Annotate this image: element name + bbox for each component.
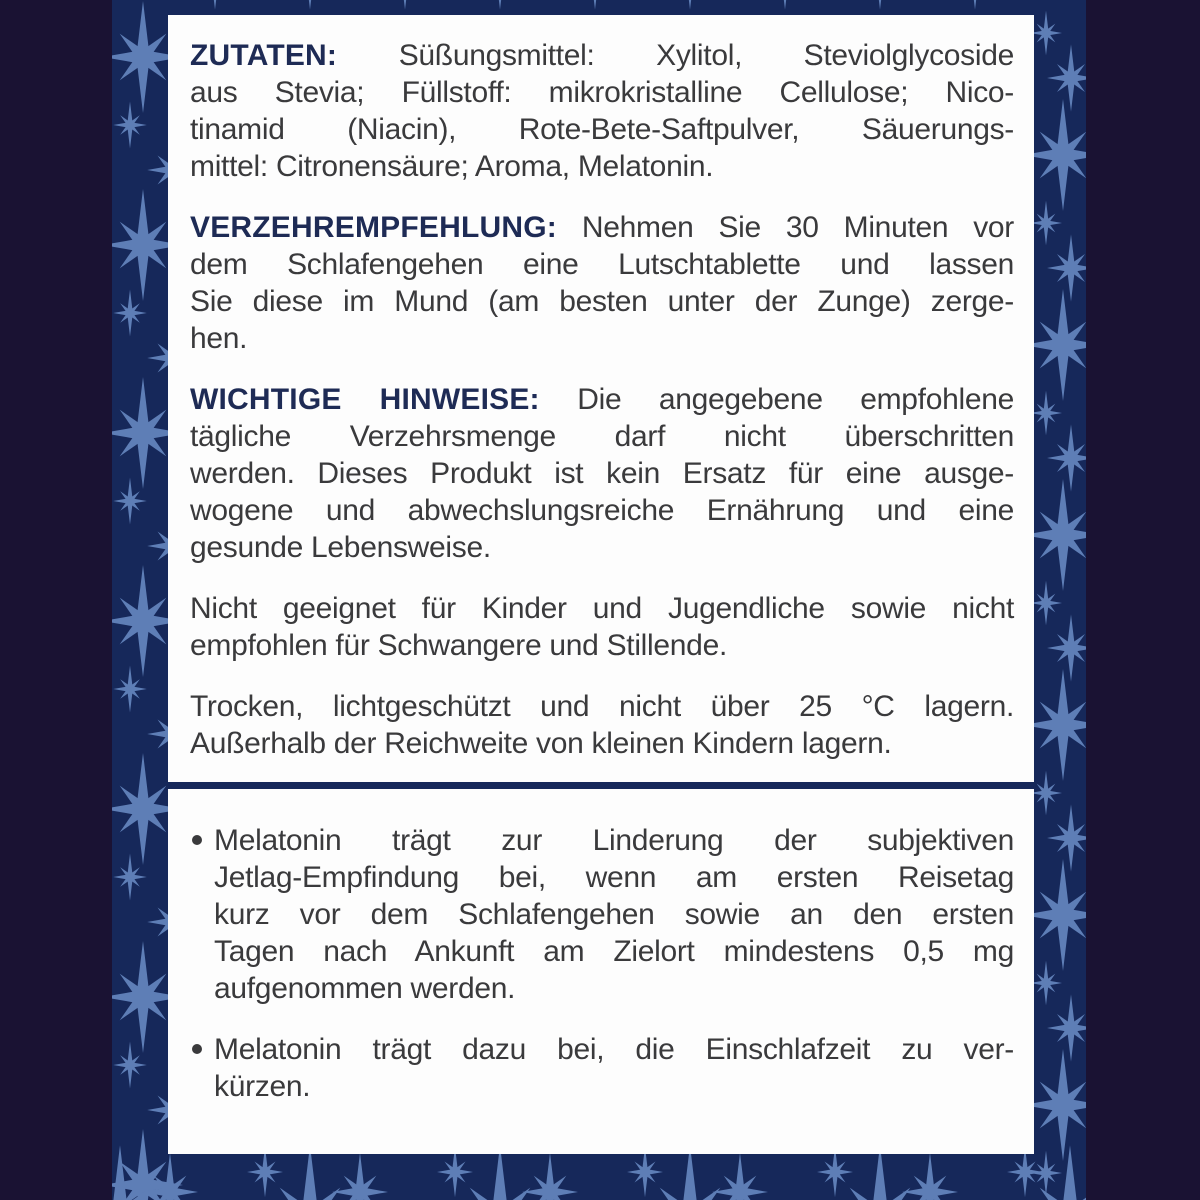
claim-bullet-item	[190, 1031, 1014, 1105]
text-line: kürzen.	[214, 1070, 311, 1103]
label-section	[190, 209, 1014, 357]
text-line: tägliche Verzehrsmenge darf nicht überschritten	[190, 420, 1014, 453]
text-line: kurz vor dem Schlafengehen sowie an den ersten	[214, 898, 1014, 931]
section-heading: VERZEHREMPFEHLUNG:	[190, 211, 557, 244]
text-line: Sie diese im Mund (am besten unter der Zunge) zerge-	[190, 285, 1014, 318]
text-line: ZUTATEN: Süßungsmittel: Xylitol, Steviolglycoside	[190, 39, 1014, 72]
text-line: Melatonin trägt dazu bei, die Einschlafzeit zu ver-	[214, 1033, 1014, 1066]
text-line: Nicht geeignet für Kinder und Jugendliche sowie nicht	[190, 592, 1014, 625]
text-line: tinamid (Niacin), Rote-Bete-Saftpulver, Säuerungs-	[190, 113, 1014, 146]
text-line: aus Stevia; Füllstoff: mikrokristalline Cellulose; Nico-	[190, 76, 1014, 109]
text-line: hen.	[190, 322, 248, 355]
section-heading: WICHTIGE HINWEISE:	[190, 383, 540, 416]
text-line: Jetlag-Empfindung bei, wenn am ersten Reisetag	[214, 861, 1014, 894]
text-line: aufgenommen werden.	[214, 972, 516, 1005]
text-line: Melatonin trägt zur Linderung der subjektiven	[214, 824, 1014, 857]
label-section	[190, 688, 1014, 762]
text-line: VERZEHREMPFEHLUNG: Nehmen Sie 30 Minuten vor	[190, 211, 1014, 244]
text-line: dem Schlafengehen eine Lutschtablette und lassen	[190, 248, 1014, 281]
ingredients-box	[168, 15, 1034, 782]
text-line: wogene und abwechslungsreiche Ernährung und eine	[190, 494, 1014, 527]
text-line: gesunde Lebensweise.	[190, 531, 491, 564]
label-section	[190, 381, 1014, 566]
text-line: empfohlen für Schwangere und Stillende.	[190, 629, 727, 662]
text-line: Tagen nach Ankunft am Zielort mindestens 0,5 mg	[214, 935, 1014, 968]
text-line: werden. Dieses Produkt ist kein Ersatz für eine ausge-	[190, 457, 1014, 490]
text-line: Trocken, lichtgeschützt und nicht über 25 °C lagern.	[190, 690, 1014, 723]
claims-box	[168, 789, 1034, 1154]
section-heading: ZUTATEN:	[190, 39, 338, 72]
label-section	[190, 590, 1014, 664]
bullet-dot-icon	[192, 1044, 202, 1054]
text-line: WICHTIGE HINWEISE: Die angegebene empfohlene	[190, 383, 1014, 416]
text-line: mittel: Citronensäure; Aroma, Melatonin.	[190, 150, 714, 183]
bullet-dot-icon	[192, 835, 202, 845]
text-line: Außerhalb der Reichweite von kleinen Kindern lagern.	[190, 727, 892, 760]
label-section	[190, 37, 1014, 185]
claim-bullet-item	[190, 822, 1014, 1007]
